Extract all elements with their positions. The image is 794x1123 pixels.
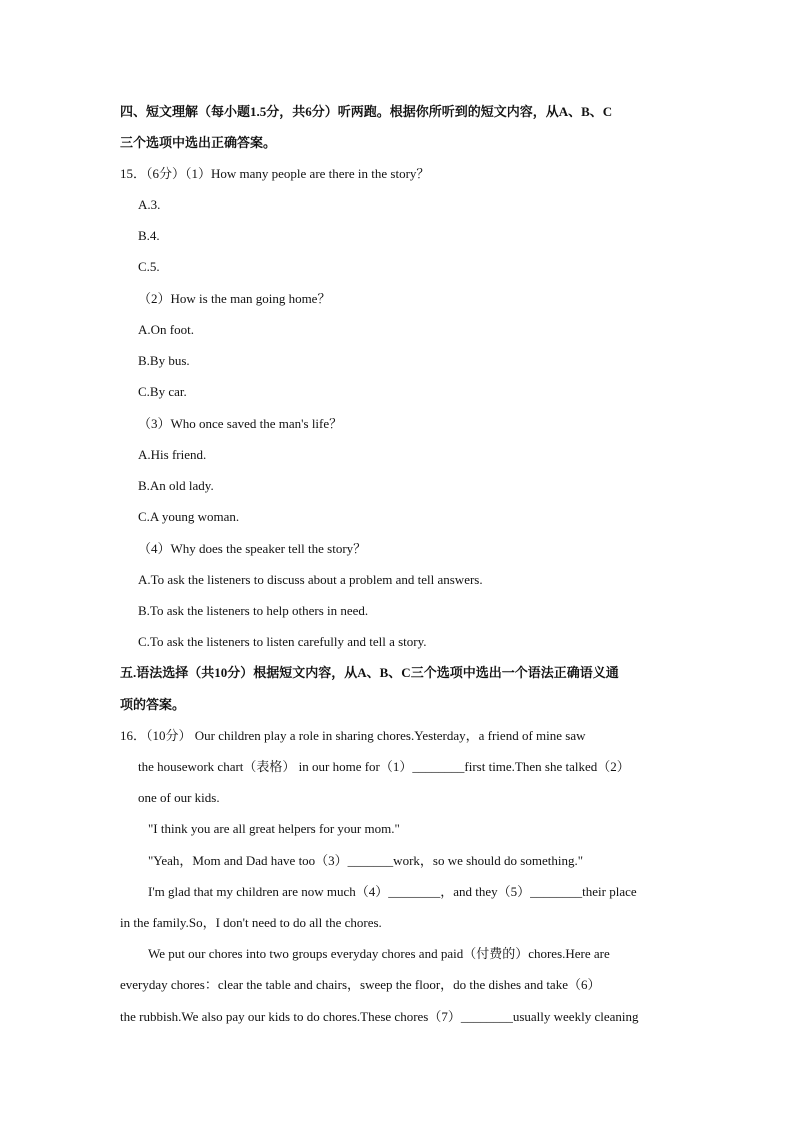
q15-sub1-option-c: C.5. bbox=[138, 259, 160, 274]
q15-sub2-option-c: C.By car. bbox=[138, 384, 187, 399]
q15-sub1-option-b: B.4. bbox=[138, 228, 160, 243]
q15-sub2-option-b: B.By bus. bbox=[138, 353, 190, 368]
q16-line-10: the rubbish.We also pay our kids to do chores.These chores（7）________usually weekly cleaning bbox=[120, 1009, 639, 1024]
q15-sub4-option-a: A.To ask the listeners to discuss about a problem and tell answers. bbox=[138, 572, 483, 587]
q16-line-2: the housework chart（表格） in our home for（1）________first time.Then she talked（2） bbox=[138, 759, 630, 774]
q16-line-1: 16．（10分） Our children play a role in sharing chores.Yesterday，a friend of mine saw bbox=[120, 728, 586, 743]
q15-sub2-option-a: A.On foot. bbox=[138, 322, 194, 337]
section4-heading-line1: 四、短文理解（每小题1.5分，共6分）听两跑。根据你所听到的短文内容，从A、B、C bbox=[120, 104, 613, 119]
section5-heading-line1: 五.语法选择（共10分）根据短文内容，从A、B、C三个选项中选出一个语法正确语义通 bbox=[120, 665, 619, 680]
q16-line-4: "I think you are all great helpers for your mom." bbox=[148, 821, 400, 836]
q15-sub3-option-c: C.A young woman. bbox=[138, 509, 240, 524]
q15-sub3-question: （3）Who once saved the man's life？ bbox=[138, 416, 343, 431]
q15-sub3-option-b: B.An old lady. bbox=[138, 478, 214, 493]
q15-sub4-option-b: B.To ask the listeners to help others in need. bbox=[138, 603, 369, 618]
q15-sub4-option-c: C.To ask the listeners to listen carefully and tell a story. bbox=[138, 634, 427, 649]
question-15-stem: 15．（6分）（1）How many people are there in the story？ bbox=[120, 166, 430, 181]
q16-line-5: "Yeah，Mom and Dad have too（3）_______work，so we should do something." bbox=[148, 853, 584, 868]
q16-line-6: I'm glad that my children are now much（4）________，and they（5）________their place bbox=[148, 884, 637, 899]
q15-sub4-question: （4）Why does the speaker tell the story？ bbox=[138, 541, 367, 556]
q15-sub1-option-a: A.3. bbox=[138, 197, 161, 212]
q16-line-8: We put our chores into two groups everyday chores and paid（付费的）chores.Here are bbox=[148, 946, 610, 961]
section4-heading-line2: 三个选项中选出正确答案。 bbox=[120, 135, 277, 150]
section5-heading-line2: 项的答案。 bbox=[120, 697, 186, 712]
q15-sub3-option-a: A.His friend. bbox=[138, 447, 207, 462]
q15-sub2-question: （2）How is the man going home？ bbox=[138, 291, 331, 306]
q16-line-9: everyday chores：clear the table and chairs，sweep the floor，do the dishes and take（6） bbox=[120, 977, 601, 992]
q16-line-7: in the family.So，I don't need to do all the chores. bbox=[120, 915, 382, 930]
q16-line-3: one of our kids. bbox=[138, 790, 220, 805]
